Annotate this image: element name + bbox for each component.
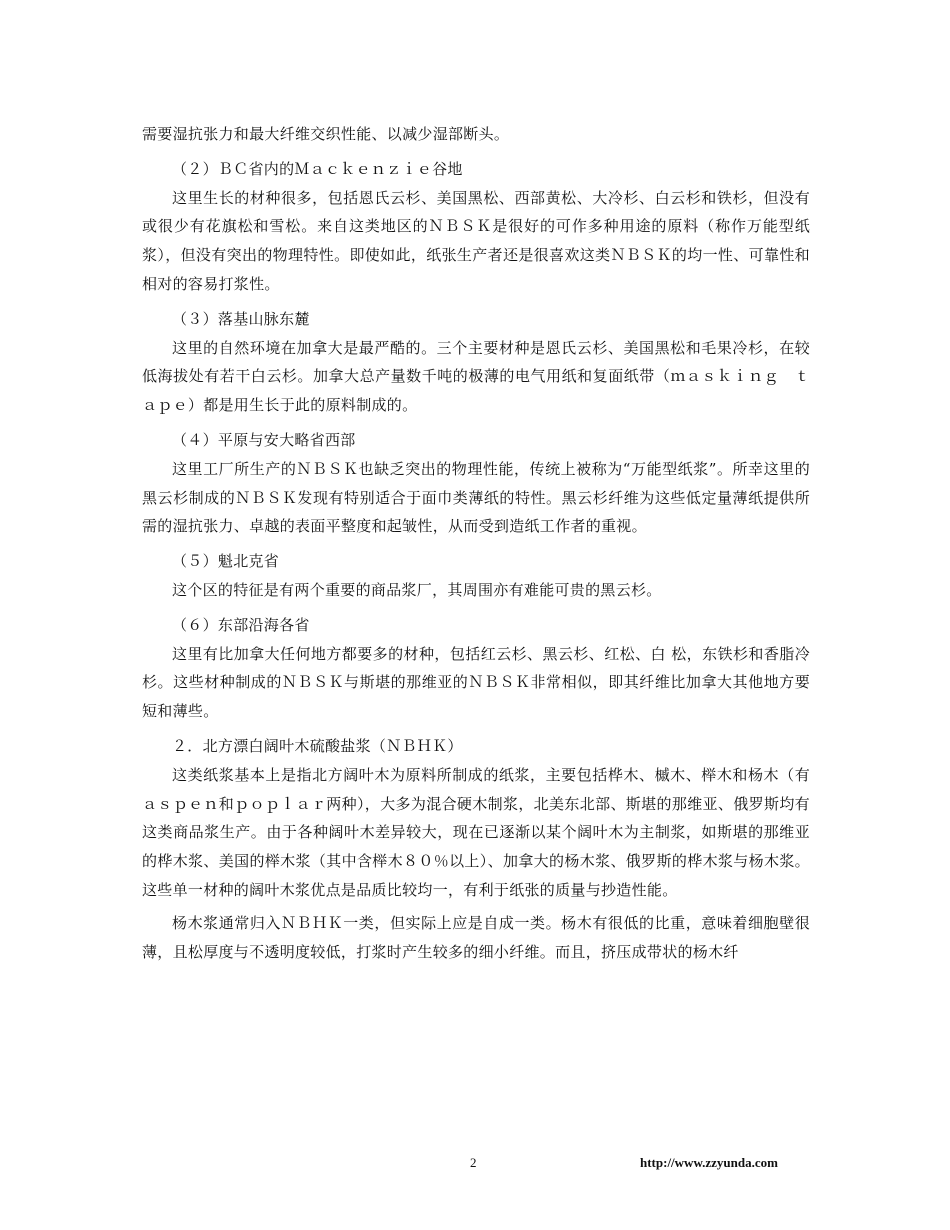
section-heading-quebec: （５）魁北克省 bbox=[172, 552, 280, 571]
paragraph-plains: 这里工厂所生产的ＮＢＳＫ也缺乏突出的物理性能，传统上被称为“万能型纸浆”。所幸这里的黑云杉制成的ＮＢＳＫ发现有特别适合于面巾类薄纸的特性。黑云杉纤维为这些低定量薄纸提供所需的湿抗张力、卓越的表面平整度和起皱性，从而受到造纸工作者的重视。 bbox=[142, 459, 810, 536]
section-heading-maritimes: （６）东部沿海各省 bbox=[172, 615, 310, 634]
paragraph-mackenzie: 这里生长的材种很多，包括恩氏云杉、美国黑松、西部黄松、大冷杉、白云杉和铁杉，但没有或很少有花旗松和雪松。来自这类地区的ＮＢＳＫ是很好的可作多种用途的原料（称作万能型纸浆），但没有突出的物理特性。即使如此，纸张生产者还是很喜欢这类ＮＢＳＫ的均一性、可靠性和相对的容易打浆性。 bbox=[142, 188, 810, 293]
section-heading-plains: （４）平原与安大略省西部 bbox=[172, 430, 356, 449]
paragraph-nbhk: 这类纸浆基本上是指北方阔叶木为原料所制成的纸浆，主要包括桦木、槭木、榉木和杨木（有ａｓｐｅｎ和ｐｏｐｌａｒ两种），大多为混合硬木制浆，北美东北部、斯堪的那维亚、俄罗斯均有这类商品浆生产。由于各种阔叶木差异较大，现在已逐渐以某个阔叶木为主制浆，如斯堪的那维亚的桦木浆、美国的榉木浆（其中含榉木８０％以上）、加拿大的杨木浆、俄罗斯的桦木浆与杨木浆。这些单一材种的阔叶木浆优点是品质比较均一，有利于纸张的质量与抄造性能。 bbox=[142, 765, 810, 899]
section-heading-nbhk: ２．北方漂白阔叶木硫酸盐浆（ＮＢＨＫ） bbox=[172, 736, 463, 755]
footer-url: http://www.zzyunda.com bbox=[640, 1155, 778, 1170]
paragraph-continuation: 需要湿抗张力和最大纤维交织性能、以减少湿部断头。 bbox=[142, 125, 510, 143]
paragraph-rockies: 这里的自然环境在加拿大是最严酷的。三个主要材种是恩氏云杉、美国黑松和毛果冷杉，在较低海拔处有若干白云杉。加拿大总产量数千吨的极薄的电气用纸和复面纸带（ｍａｓｋｉｎｇ ｔａｐｅ）都是用生长于此的原料制成的。 bbox=[142, 338, 810, 415]
paragraph-maritimes: 这里有比加拿大任何地方都要多的材种，包括红云杉、黑云杉、红松、白 松，东铁杉和香脂冷杉。这些材种制成的ＮＢＳＫ与斯堪的那维亚的ＮＢＳＫ非常相似，即其纤维比加拿大其他地方要短和薄些。 bbox=[142, 644, 810, 721]
section-heading-mackenzie: （２）ＢＣ省内的Ｍａｃｋｅｎｚｉｅ谷地 bbox=[172, 159, 463, 178]
body-text bbox=[142, 120, 810, 966]
page-number: 2 bbox=[470, 1155, 477, 1170]
paragraph-quebec: 这个区的特征是有两个重要的商品浆厂，其周围亦有难能可贵的黑云杉。 bbox=[172, 580, 662, 599]
paragraph-aspen: 杨木浆通常归入ＮＢＨＫ一类，但实际上应是自成一类。杨木有很低的比重，意味着细胞壁很薄，且松厚度与不透明度较低，打浆时产生较多的细小纤维。而且，挤压成带状的杨木纤 bbox=[142, 913, 810, 961]
section-heading-rockies: （３）落基山脉东麓 bbox=[172, 309, 310, 328]
